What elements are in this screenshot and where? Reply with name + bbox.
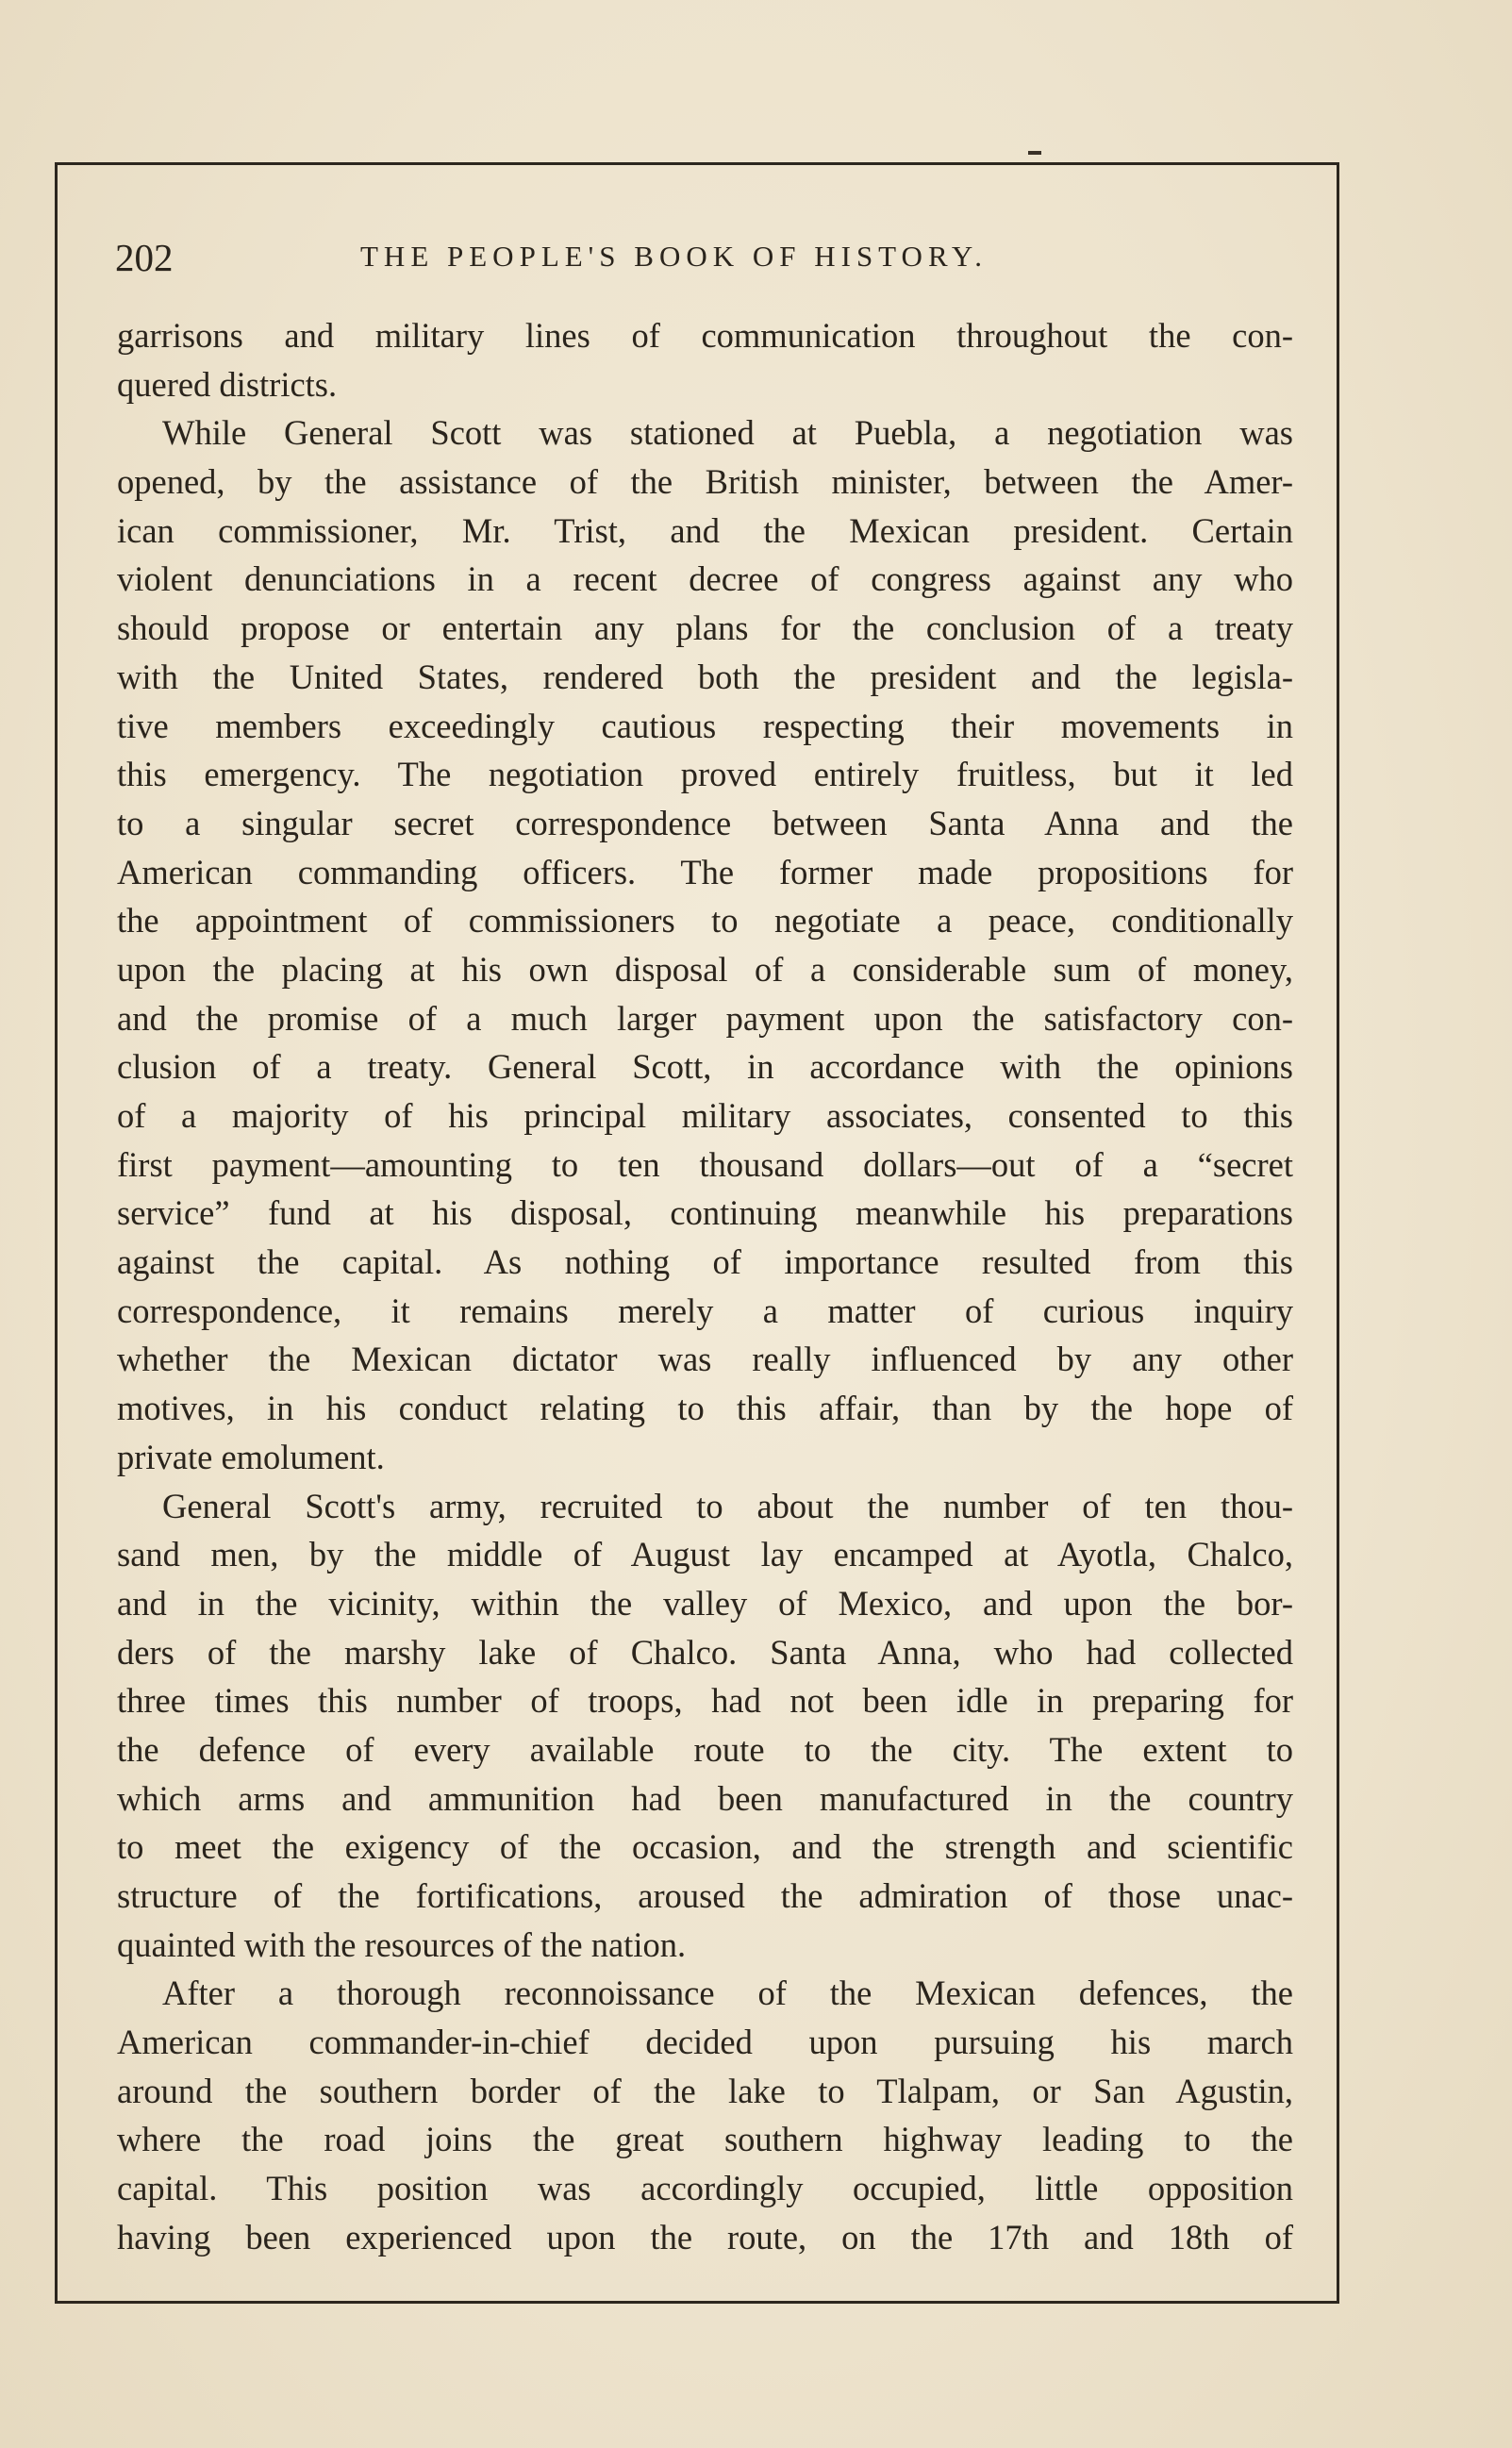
paragraph [117,1482,1293,1970]
text-line: private emolument. [117,1437,385,1476]
text-line: motives, in his conduct relating to this affair, than by the hope of [117,1389,1293,1428]
text-line: quainted with the resources of the nation. [117,1924,687,1964]
text-line: upon the placing at his own disposal of a considerable sum of money, [117,949,1293,989]
text-line: having been experienced upon the route, on the 17th and 18th of [117,2217,1293,2256]
text-line: first payment—amounting to ten thousand dollars—out of a “secret [117,1144,1293,1184]
paragraph [117,408,1293,1481]
text-line: quered districts. [117,364,338,404]
text-line: against the capital. As nothing of importance resulted from this [117,1242,1293,1282]
printer-mark [1028,151,1041,155]
text-line: garrisons and military lines of communication throughout the con- [117,316,1293,355]
text-line: where the road joins the great southern highway leading to the [117,2120,1293,2159]
text-line: to meet the exigency of the occasion, and the strength and scientific [117,1827,1293,1867]
text-line: General Scott's army, recruited to about the number of ten thou- [162,1486,1293,1525]
text-line: ders of the marshy lake of Chalco. Santa Anna, who had collected [117,1632,1293,1672]
text-line: service” fund at his disposal, continuing meanwhile his preparations [117,1193,1293,1233]
text-line: American commander-in-chief decided upon pursuing his march [117,2023,1293,2062]
text-line: whether the Mexican dictator was really influenced by any other [117,1340,1293,1379]
text-line: the defence of every available route to the city. The extent to [117,1729,1293,1769]
text-line: with the United States, rendered both the president and the legisla- [117,657,1293,696]
text-line: tive members exceedingly cautious respecting their movements in [117,706,1293,745]
paragraph [117,1969,1293,2261]
text-line: and the promise of a much larger payment upon the satisfactory con- [117,998,1293,1038]
text-line: American commanding officers. The former made propositions for [117,852,1293,891]
page-number: 202 [115,236,174,279]
text-line: After a thorough reconnoissance of the Mexican defences, the [162,1973,1293,2013]
text-line: and in the vicinity, within the valley of Mexico, and upon the bor- [117,1583,1293,1623]
text-line: capital. This position was accordingly occupied, little opposition [117,2169,1293,2208]
text-line: should propose or entertain any plans for the conclusion of a treaty [117,608,1293,648]
text-line: to a singular secret correspondence between Santa Anna and the [117,803,1293,842]
paragraph [117,311,1293,408]
text-line: this emergency. The negotiation proved entirely fruitless, but it led [117,755,1293,794]
text-line: three times this number of troops, had not been idle in preparing for [117,1681,1293,1721]
text-line: the appointment of commissioners to negotiate a peace, conditionally [117,901,1293,941]
running-title: THE PEOPLE'S BOOK OF HISTORY. [360,240,989,273]
text-line: structure of the fortifications, aroused the admiration of those unac- [117,1876,1293,1915]
text-line: correspondence, it remains merely a matter of curious inquiry [117,1291,1293,1330]
text-line: While General Scott was stationed at Puebla, a negotiation was [162,413,1293,453]
text-line: sand men, by the middle of August lay encamped at Ayotla, Chalco, [117,1535,1293,1574]
text-line: ican commissioner, Mr. Trist, and the Mexican president. Certain [117,510,1293,550]
body-text [117,311,1293,2262]
text-line: opened, by the assistance of the British minister, between the Amer- [117,462,1293,502]
text-line: violent denunciations in a recent decree of congress against any who [117,559,1293,599]
text-line: of a majority of his principal military associates, consented to this [117,1096,1293,1135]
text-line: clusion of a treaty. General Scott, in accordance with the opinions [117,1047,1293,1087]
text-line: around the southern border of the lake to Tlalpam, or San Agustin, [117,2071,1293,2110]
text-line: which arms and ammunition had been manufactured in the country [117,1778,1293,1818]
running-head [115,234,1294,281]
